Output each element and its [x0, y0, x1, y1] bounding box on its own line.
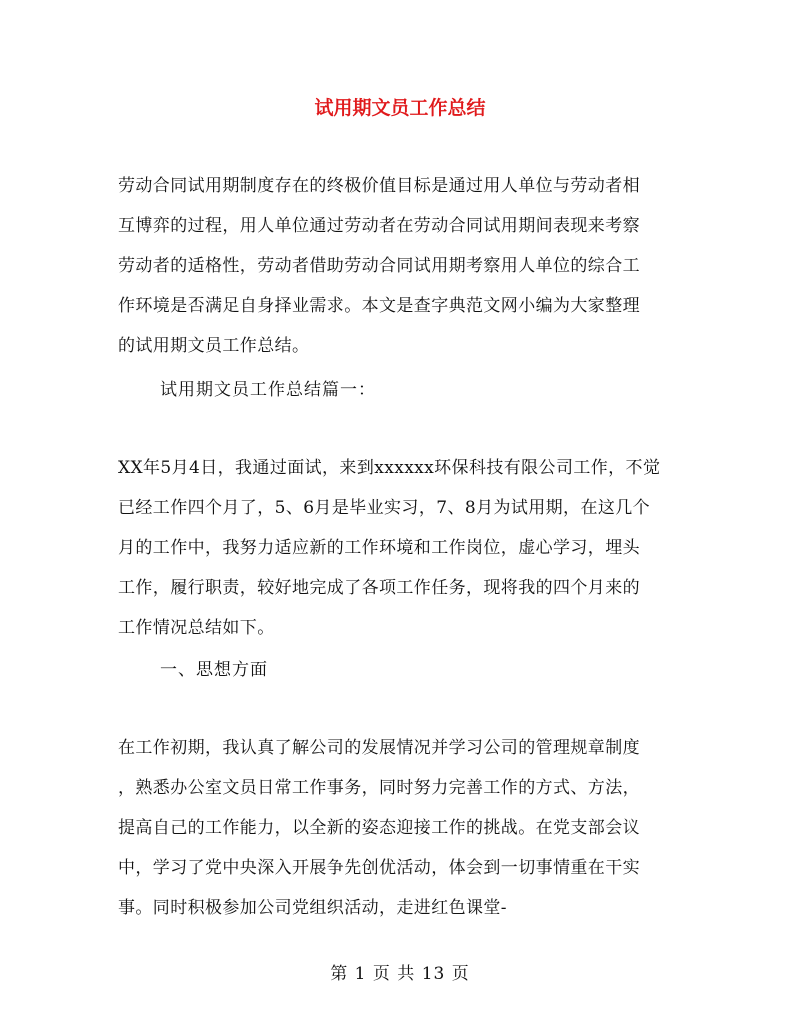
- body-line: ，熟悉办公室文员日常工作事务，同时努力完善工作的方式、方法，: [118, 778, 640, 798]
- body-line: 事。同时积极参加公司党组织活动，走进红色课堂-: [118, 898, 507, 918]
- intro-line: 作环境是否满足自身择业需求。本文是查字典范文网小编为大家整理: [118, 296, 640, 316]
- document-title: 试用期文员工作总结: [314, 97, 486, 119]
- section-heading-2: 一、思想方面: [160, 660, 268, 680]
- body-line: 在工作初期，我认真了解公司的发展情况并学习公司的管理规章制度: [118, 738, 640, 758]
- body-line: 已经工作四个月了，5、6月是毕业实习，7、8月为试用期，在这几个: [118, 498, 651, 518]
- intro-line: 互博弈的过程，用人单位通过劳动者在劳动合同试用期间表现来考察: [118, 216, 640, 236]
- intro-line: 劳动者的适格性，劳动者借助劳动合同试用期考察用人单位的综合工: [118, 256, 640, 276]
- body-paragraph-2: [118, 728, 684, 928]
- intro-line: 的试用期文员工作总结。: [118, 336, 310, 356]
- body-line: 中，学习了党中央深入开展争先创优活动，体会到一切事情重在干实: [118, 858, 640, 878]
- body-line: 月的工作中，我努力适应新的工作环境和工作岗位，虚心学习，埋头: [118, 538, 640, 558]
- body-line: 提高自己的工作能力，以全新的姿态迎接工作的挑战。在党支部会议: [118, 818, 640, 838]
- page-number-footer: 第 1 页 共 13 页: [330, 964, 470, 984]
- intro-line: 劳动合同试用期制度存在的终极价值目标是通过用人单位与劳动者相: [118, 176, 640, 196]
- body-line: 工作，履行职责，较好地完成了各项工作任务，现将我的四个月来的: [118, 578, 640, 598]
- body-line: 工作情况总结如下。: [118, 618, 275, 638]
- body-paragraph-1: [118, 448, 684, 648]
- intro-paragraph: [118, 166, 684, 366]
- section-heading-1: 试用期文员工作总结篇一：: [160, 380, 376, 400]
- body-line: XX年5月4日，我通过面试，来到xxxxxx环保科技有限公司工作，不觉: [118, 458, 661, 478]
